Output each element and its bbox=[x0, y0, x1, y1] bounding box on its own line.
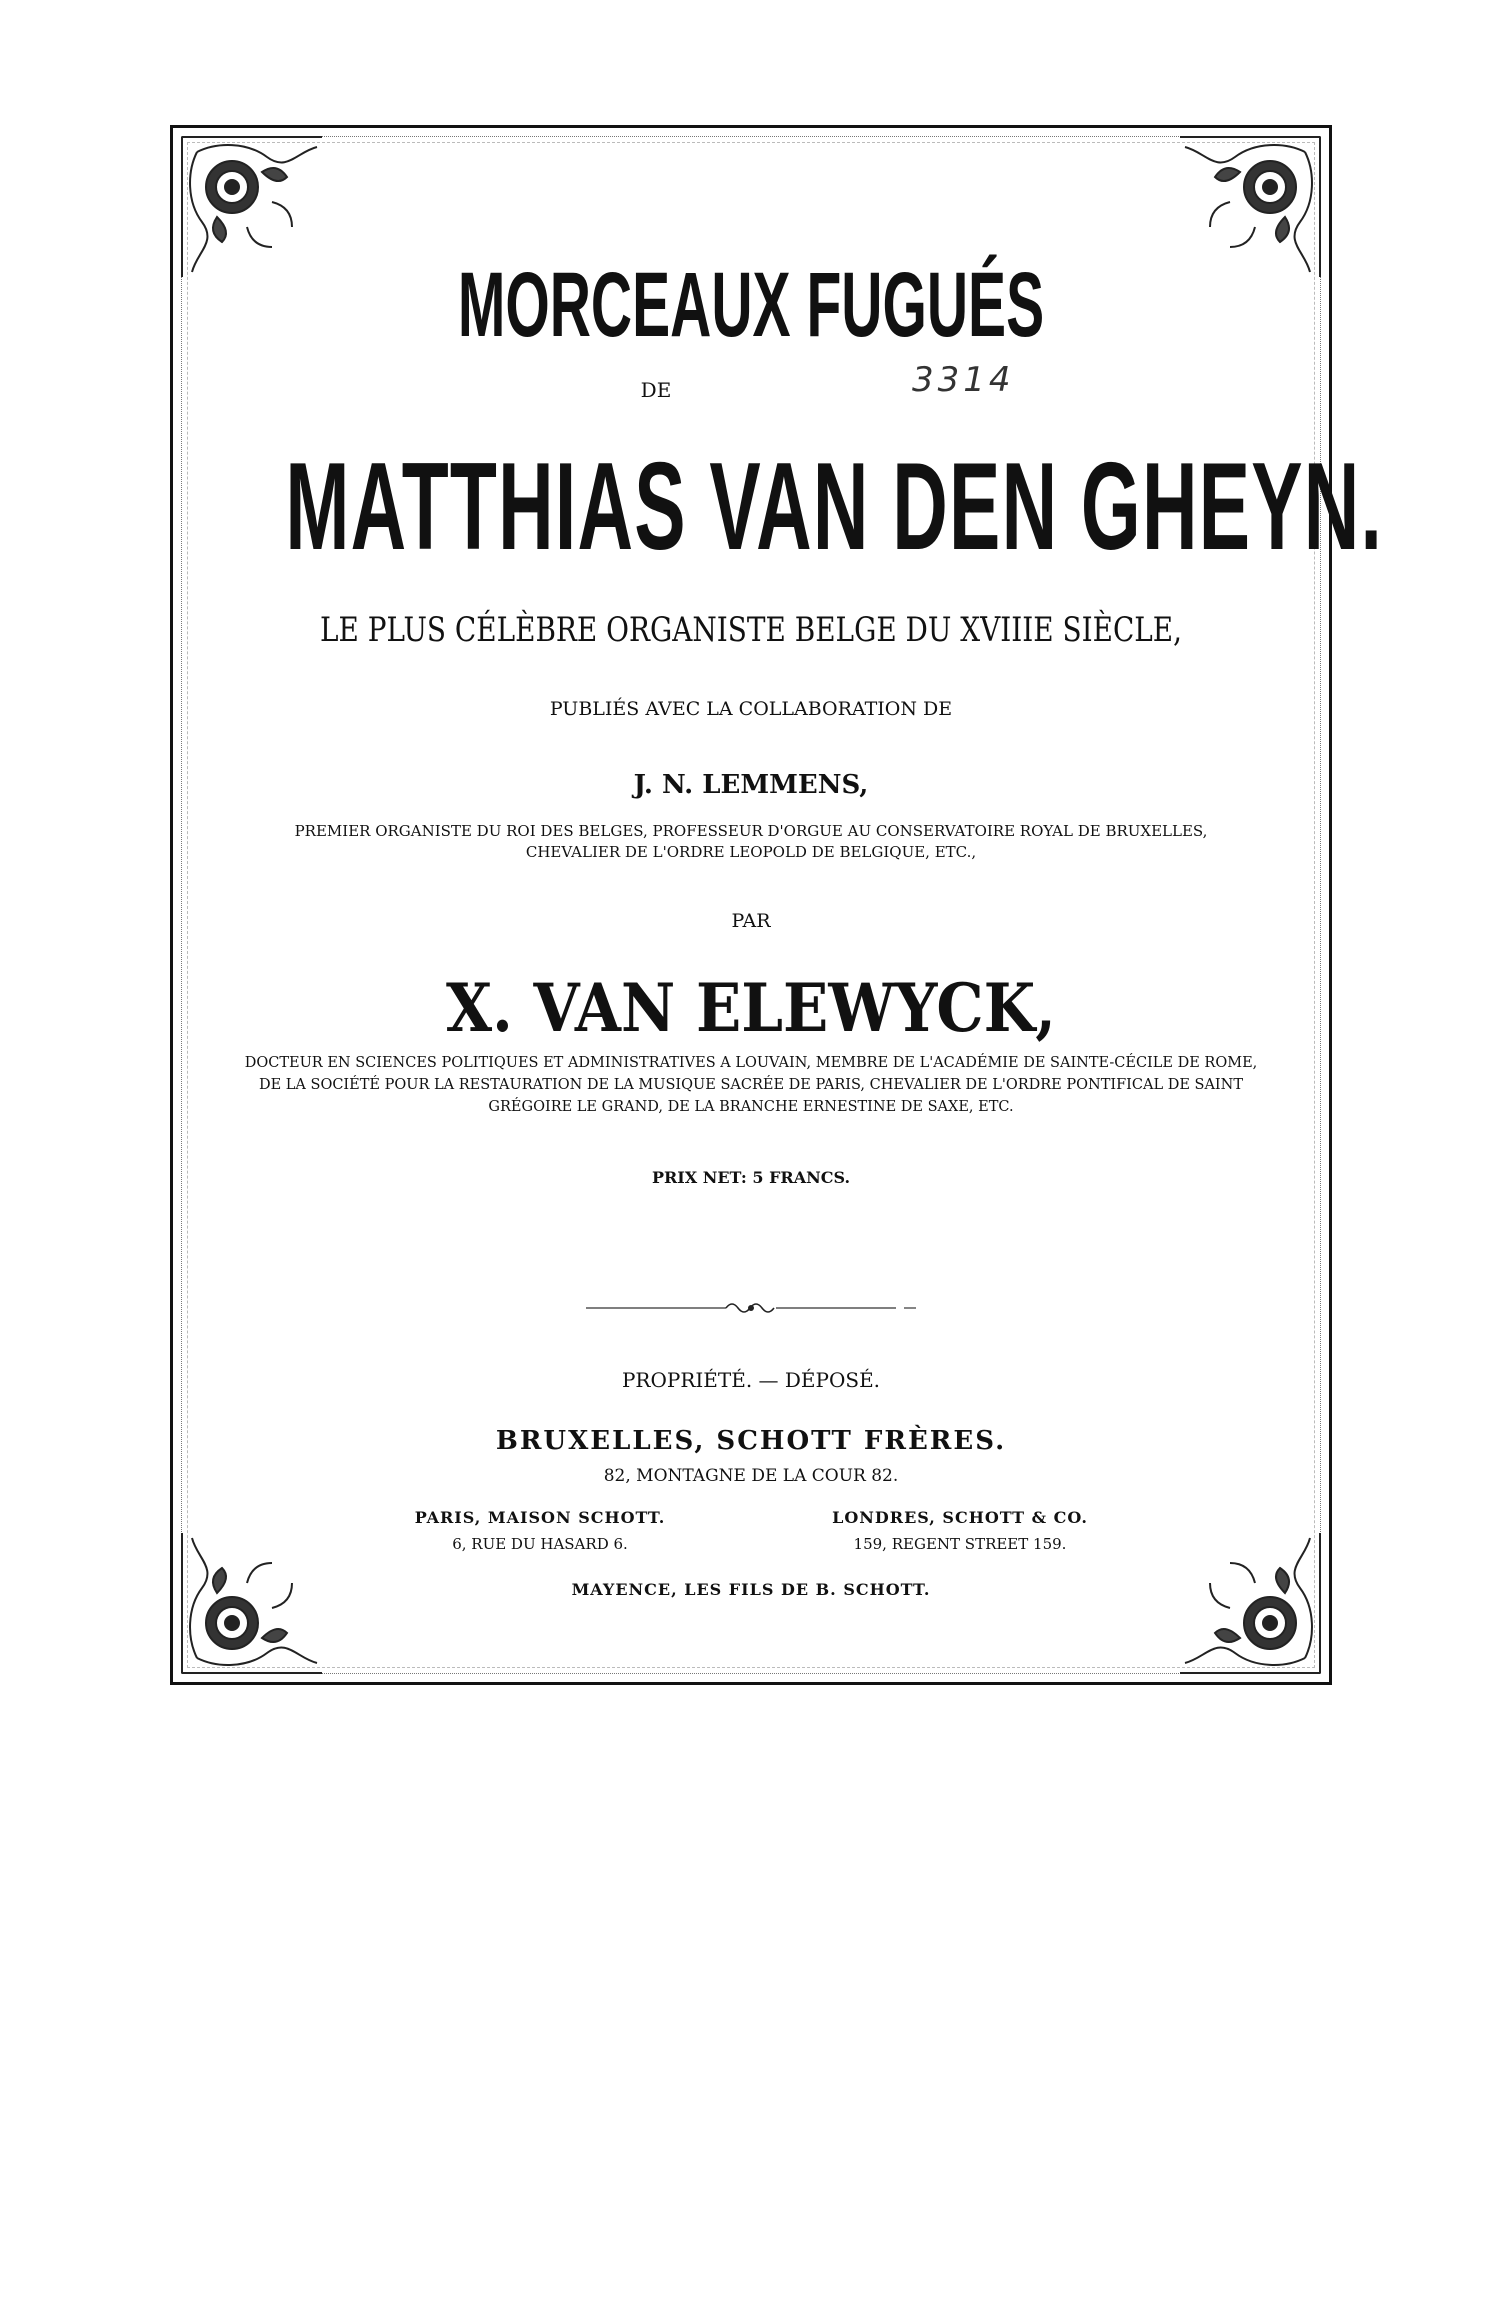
handwritten-catalog-number: 3314 bbox=[912, 360, 1015, 400]
par-label: PAR bbox=[731, 910, 771, 932]
corner-ornament-bottom-right bbox=[1175, 1528, 1325, 1678]
publisher-london-address: 159, REGENT STREET 159. bbox=[853, 1535, 1067, 1553]
corner-ornament-bottom-left bbox=[177, 1528, 327, 1678]
rights-notice: PROPRIÉTÉ. — DÉPOSÉ. bbox=[621, 1368, 881, 1392]
collaborator-description-line1: PREMIER ORGANISTE DU ROI DES BELGES, PROFESSEUR D'ORGUE AU CONSERVATOIRE ROYAL DE BRUXELLES, bbox=[294, 822, 1208, 840]
editor-name: X. VAN ELEWYCK, bbox=[446, 969, 1056, 1047]
publisher-main-address: 82, MONTAGNE DE LA COUR 82. bbox=[603, 1466, 899, 1486]
composer-name: MATTHIAS VAN DEN GHEYN. bbox=[285, 438, 1384, 576]
publisher-london: LONDRES, SCHOTT & CO. bbox=[832, 1508, 1088, 1527]
composer-description: LE PLUS CÉLÈBRE ORGANISTE BELGE DU XVIIIE SIÈCLE, bbox=[319, 610, 1183, 650]
editor-description-line3: GRÉGOIRE LE GRAND, DE LA BRANCHE ERNESTINE DE SAXE, ETC. bbox=[488, 1099, 1014, 1115]
divider-ornament bbox=[586, 1298, 916, 1318]
editor-description-line1: DOCTEUR EN SCIENCES POLITIQUES ET ADMINISTRATIVES A LOUVAIN, MEMBRE DE L'ACADÉMIE DE SAINTE-CÉCILE DE ROME, bbox=[244, 1055, 1258, 1071]
publisher-paris-address: 6, RUE DU HASARD 6. bbox=[452, 1535, 628, 1553]
publisher-main: BRUXELLES, SCHOTT FRÈRES. bbox=[495, 1426, 1007, 1456]
collaborator-description-line2: CHEVALIER DE L'ORDRE LEOPOLD DE BELGIQUE, ETC., bbox=[525, 843, 977, 861]
editor-description-line2: DE LA SOCIÉTÉ POUR LA RESTAURATION DE LA MUSIQUE SACRÉE DE PARIS, CHEVALIER DE L'ORDRE PONTIFICAL DE SAINT bbox=[258, 1077, 1244, 1093]
title-de: DE bbox=[640, 378, 672, 402]
collaborator-name: J. N. LEMMENS, bbox=[633, 770, 869, 800]
work-title: MORCEAUX FUGUÉS bbox=[457, 254, 1045, 356]
publisher-paris: PARIS, MAISON SCHOTT. bbox=[414, 1508, 666, 1527]
publisher-mayence: MAYENCE, LES FILS DE B. SCHOTT. bbox=[571, 1580, 931, 1599]
price: PRIX NET: 5 FRANCS. bbox=[651, 1168, 851, 1187]
collaboration-intro: PUBLIÉS AVEC LA COLLABORATION DE bbox=[549, 698, 953, 720]
